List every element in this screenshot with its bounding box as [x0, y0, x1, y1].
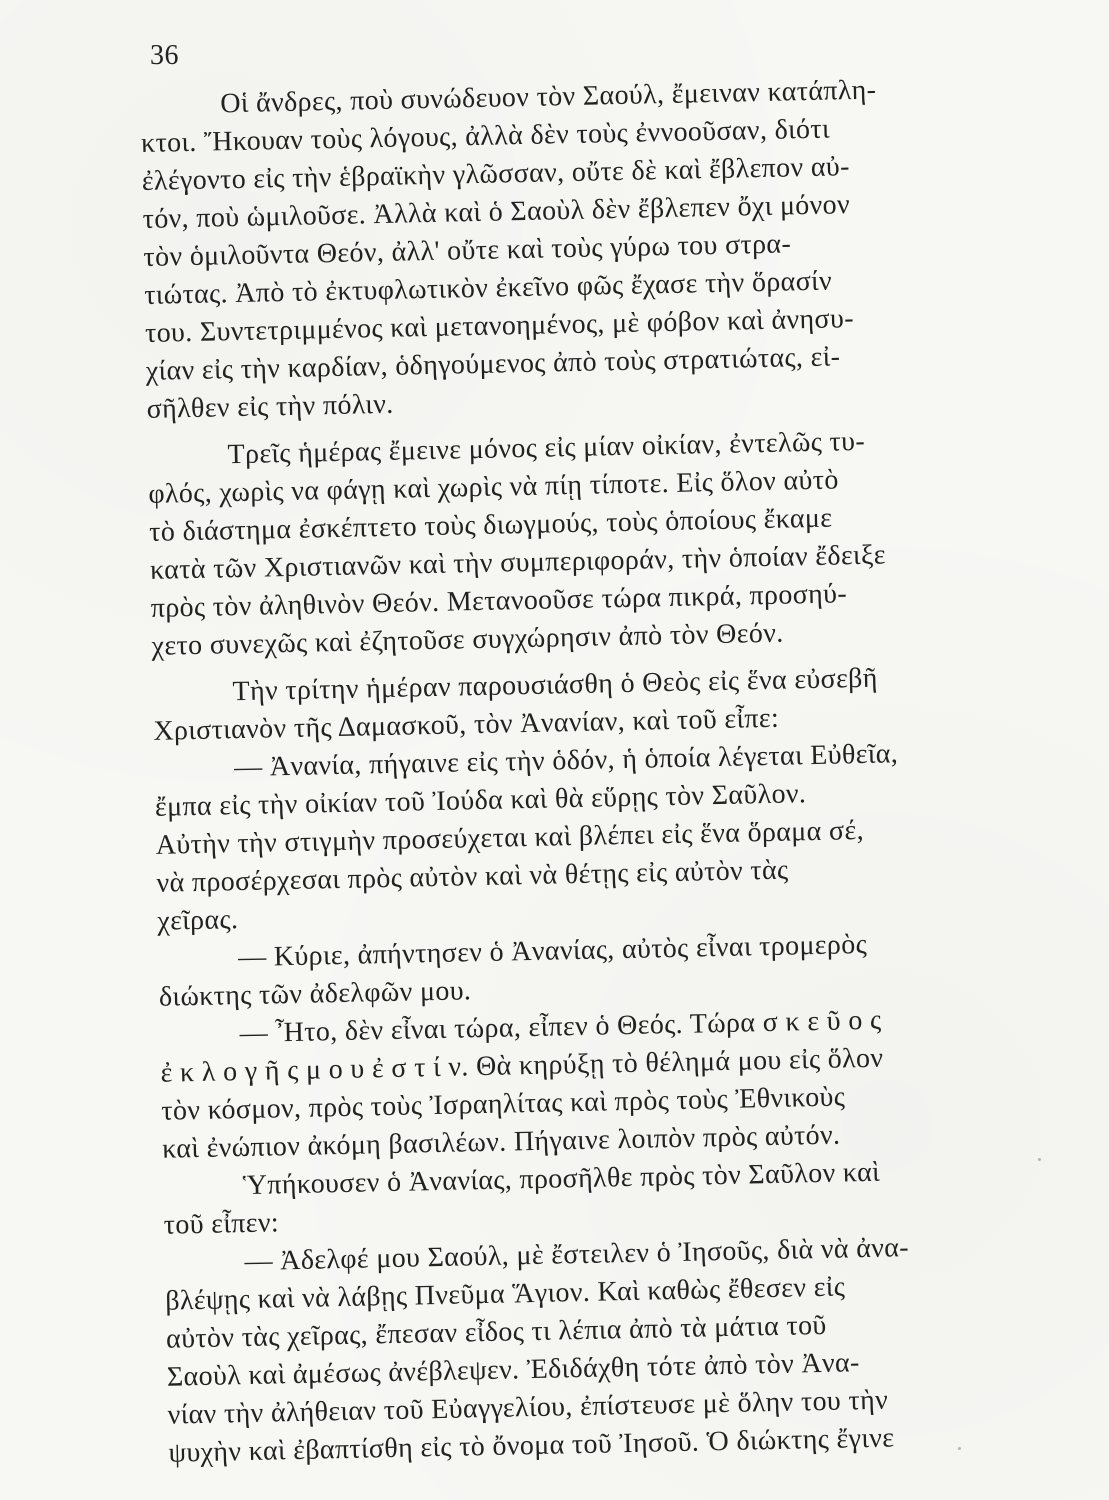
scan-speck	[958, 1447, 961, 1450]
text-line-15: χετο συνεχῶς καὶ ἐζητοῦσε συγχώρησιν ἀπὸ τὸν Θεόν.	[151, 617, 784, 662]
text-line-32: βλέψῃς καὶ νὰ λάβῃς Πνεῦμα Ἅγιον. Καὶ καθὼς ἔθεσεν εἰς	[165, 1271, 846, 1317]
text-line-29: Ὑπήκουσεν ὁ Ἀνανίας, προσῆλθε πρὸς τὸν Σαῦλον καὶ	[242, 1156, 881, 1202]
text-line-8: χίαν εἰς τὴν καρδίαν, ὁδηγούμενος ἀπὸ τοὺς στρατιώτας, εἰ-	[145, 341, 841, 387]
text-line-34: Σαοὺλ καὶ ἀμέσως ἀνέβλεψεν. Ἐδιδάχθη τότε ἀπὸ τὸν Ἀνα-	[166, 1347, 861, 1393]
text-line-2: κτοι. Ἤκουαν τοὺς λόγους, ἀλλὰ δὲν τοὺς ἐννοοῦσαν, διότι	[140, 113, 831, 159]
text-line-12: τὸ διάστημα ἐσκέπτετο τοὺς διωγμούς, τοὺς ὁποίους ἔκαμε	[148, 502, 833, 548]
text-line-35: νίαν τὴν ἀλήθειαν τοῦ Εὐαγγελίου, ἐπίστευσε μὲ ὅλην του τὴν	[167, 1384, 889, 1431]
text-line-19: ἔμπα εἰς τὴν οἰκίαν τοῦ Ἰούδα καὶ θὰ εὕρῃς τὸν Σαῦλον.	[154, 778, 807, 823]
text-line-25: — Ἦτο, δὲν εἶναι τώρα, εἶπεν ὁ Θεός. Τώρα σ κ ε ῦ ο ς	[239, 1004, 882, 1050]
text-line-21: νὰ προσέρχεσαι πρὸς αὐτὸν καὶ νὰ θέτῃς εἰς αὐτὸν τὰς	[156, 854, 789, 899]
text-line-3: ἐλέγοντο εἰς τὴν ἑβραϊκὴν γλῶσσαν, οὔτε δὲ καὶ ἔβλεπον αὐ-	[141, 151, 851, 197]
text-line-17: Χριστιανὸν τῆς Δαμασκοῦ, τὸν Ἀνανίαν, καὶ τοῦ εἶπε:	[153, 702, 780, 747]
text-line-23: — Κύριε, ἀπήντησεν ὁ Ἀνανίας, αὐτὸς εἶναι τρομερὸς	[237, 928, 868, 974]
page-text-block	[140, 73, 1058, 1469]
text-line-28: καὶ ἐνώπιον ἀκόμη βασιλέων. Πήγαινε λοιπὸν πρὸς αὐτόν.	[161, 1119, 841, 1165]
text-line-10: Τρεῖς ἡμέρας ἔμεινε μόνος εἰς μίαν οἰκίαν, ἐντελῶς τυ-	[227, 425, 866, 471]
text-line-4: τόν, ποὺ ὡμιλοῦσε. Ἀλλὰ καὶ ὁ Σαοὺλ δὲν ἔβλεπεν ὄχι μόνον	[142, 189, 851, 235]
text-line-33: αὐτὸν τὰς χεῖρας, ἔπεσαν εἶδος τι λέπια ἀπὸ τὰ μάτια τοῦ	[165, 1309, 827, 1355]
text-line-31: — Ἀδελφέ μου Σαούλ, μὲ ἔστειλεν ὁ Ἰησοῦς, διὰ νὰ ἀνα-	[244, 1232, 910, 1278]
text-line-20: Αὐτὴν τὴν στιγμὴν προσεύχεται καὶ βλέπει εἰς ἕνα ὅραμα σέ,	[155, 815, 865, 861]
scan-speck	[1038, 1158, 1041, 1161]
text-line-7: του. Συντετριμμένος καὶ μετανοημένος, μὲ φόβον καὶ ἀνησυ-	[144, 303, 855, 349]
text-line-26: ἐ κ λ ο γ ῆ ς μ ο υ ἐ σ τ ί ν. Θὰ κηρύξῃ τὸ θέλημά μου εἰς ὅλον	[160, 1042, 884, 1089]
text-line-36: ψυχὴν καὶ ἐβαπτίσθη εἰς τὸ ὄνομα τοῦ Ἰησοῦ. Ὁ διώκτης ἔγινε	[168, 1422, 895, 1469]
text-line-5: τὸν ὁμιλοῦντα Θεόν, ἀλλ' οὔτε καὶ τοὺς γύρω του στρα-	[143, 228, 792, 273]
text-line-1: Οἱ ἄνδρες, ποὺ συνώδευον τὸν Σαούλ, ἔμειναν κατάπλη-	[219, 74, 877, 120]
text-line-30: τοῦ εἶπεν:	[163, 1207, 280, 1241]
text-line-24: διώκτης τῶν ἀδελφῶν μου.	[158, 975, 472, 1013]
text-line-22: χεῖρας.	[157, 904, 239, 937]
text-line-9: σῆλθεν εἰς τὴν πόλιν.	[146, 388, 394, 425]
text-line-13: κατὰ τῶν Χριστιανῶν καὶ τὴν συμπεριφοράν, τὴν ὁποίαν ἔδειξε	[149, 539, 887, 586]
page-number: 36	[150, 40, 179, 71]
text-line-16: Τὴν τρίτην ἡμέραν παρουσιάσθη ὁ Θεὸς εἰς ἕνα εὐσεβῆ	[232, 662, 879, 708]
text-line-11: φλός, χωρὶς να φάγῃ καὶ χωρὶς νὰ πίῃ τίποτε. Εἰς ὅλον αὐτὸ	[148, 464, 839, 510]
text-line-27: τὸν κόσμον, πρὸς τοὺς Ἰσραηλίτας καὶ πρὸς τοὺς Ἐθνικοὺς	[161, 1081, 846, 1127]
text-line-14: πρὸς τὸν ἀληθινὸν Θεόν. Μετανοοῦσε τώρα πικρά, προσηύ-	[150, 578, 848, 624]
text-line-6: τιώτας. Ἀπὸ τὸ ἐκτυφλωτικὸν ἐκεῖνο φῶς ἔχασε τὴν ὅρασίν	[143, 265, 833, 311]
text-line-18: — Ἀνανία, πήγαινε εἰς τὴν ὁδόν, ἡ ὁποία λέγεται Εὐθεῖα,	[233, 738, 899, 784]
